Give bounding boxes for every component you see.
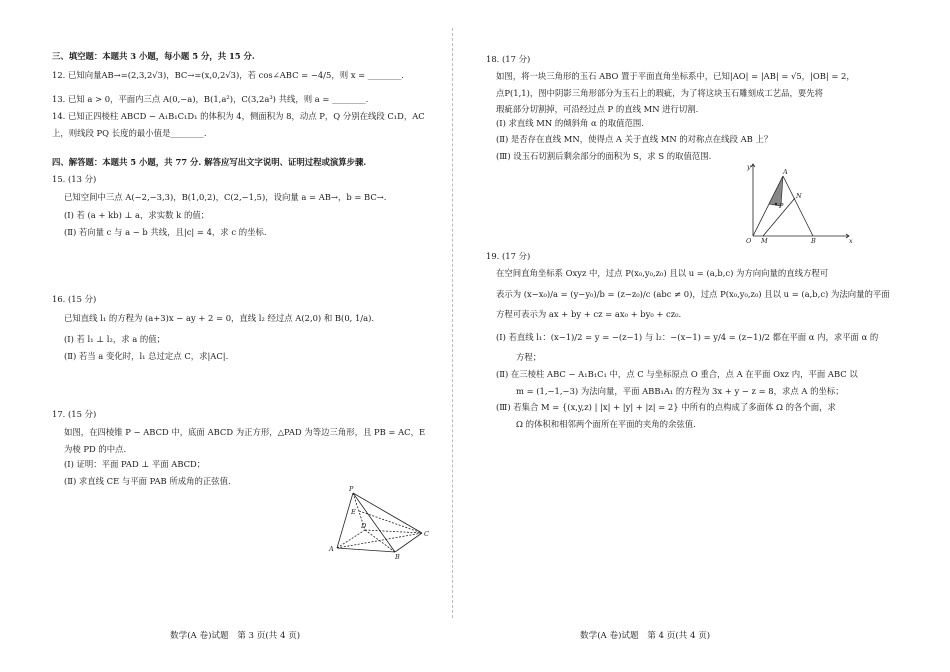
page-4-footer: 数学(A 卷)试题 第 4 页(共 4 页) bbox=[580, 631, 711, 641]
question-14-line-1: 14. 已知正四棱柱 ABCD − A₁B₁C₁D₁ 的体积为 4，侧面积为 8，动点 P，Q 分别在线段 C₁D，AC bbox=[52, 111, 425, 121]
section-4-heading: 四、解答题：本题共 5 小题，共 77 分. 解答应写出文字说明、证明过程或演算步骤. bbox=[52, 157, 367, 167]
question-19-stem-3: 方程可表示为 ax + by + cz = ax₀ + by₀ + cz₀. bbox=[496, 309, 682, 319]
coord-label-N: N bbox=[796, 192, 802, 200]
question-19-part-1: (Ⅰ) 若直线 l₁：(x−1)/2 = y = −(z−1) 与 l₂：−(x−1) = y/4 = (z−1)/2 都在平面 α 内，求平面 α 的 bbox=[496, 332, 879, 342]
question-15-part-1: (Ⅰ) 若 (a + kb) ⊥ a，求实数 k 的值； bbox=[64, 210, 210, 220]
question-19-part-1-cont: 方程； bbox=[516, 352, 542, 362]
coord-label-M: M bbox=[761, 237, 768, 245]
question-15-stem: 已知空间中三点 A(−2,−3,3)，B(1,0,2)，C(2,−1,5)，设向量 a = AB→，b = BC→. bbox=[64, 192, 387, 202]
question-19-part-2: (Ⅱ) 在三棱柱 ABC − A₁B₁C₁ 中，点 C 与坐标原点 O 重合，点 A 在平面 Oxz 内，平面 ABC 以 bbox=[496, 369, 858, 379]
pyramid-label-D: D bbox=[361, 522, 367, 530]
pyramid-label-C: C bbox=[424, 530, 429, 538]
question-15-part-2: (Ⅱ) 若向量 c 与 a − b 共线，且|c| = 4，求 c 的坐标. bbox=[64, 227, 267, 237]
pyramid-label-E: E bbox=[351, 508, 356, 516]
question-19-part-3: (Ⅲ) 若集合 M = {(x,y,z) | |x| + |y| + |z| = 2} 中所有的点构成了多面体 Ω 的各个面，求 bbox=[496, 402, 836, 412]
pyramid-label-A: A bbox=[329, 545, 334, 553]
pyramid-label-P: P bbox=[349, 485, 354, 493]
question-19-part-2-cont: m = (1,−1,−3) 为法向量，平面 ABB₁A₁ 的方程为 3x + y − z = 8，求点 A 的坐标； bbox=[516, 386, 844, 396]
pyramid-figure bbox=[327, 487, 437, 559]
coord-label-O: O bbox=[746, 237, 752, 245]
question-18-part-3: (Ⅲ) 设玉石切割后剩余部分的面积为 S，求 S 的取值范围. bbox=[496, 151, 712, 161]
question-16-part-2: (Ⅱ) 若当 a 变化时，l₁ 总过定点 C，求|AC|. bbox=[64, 351, 229, 361]
question-16-header: 16. (15 分) bbox=[52, 294, 97, 304]
question-17-stem-1: 如图，在四棱锥 P − ABCD 中，底面 ABCD 为正方形，△PAD 为等边三角形，且 PB = AC，E bbox=[64, 427, 426, 437]
coord-label-B: B bbox=[811, 237, 816, 245]
pyramid-label-B: B bbox=[395, 553, 400, 561]
question-18-part-1: (Ⅰ) 求直线 MN 的倾斜角 α 的取值范围. bbox=[496, 118, 644, 128]
coord-label-P: P bbox=[779, 202, 784, 210]
question-18-header: 18. (17 分) bbox=[486, 54, 531, 64]
question-16-part-1: (Ⅰ) 若 l₁ ⊥ l₂，求 a 的值； bbox=[64, 334, 166, 344]
page-3-footer: 数学(A 卷)试题 第 3 页(共 4 页) bbox=[170, 631, 301, 641]
question-12: 12. 已知向量AB→=(2,3,2√3)，BC→=(x,0,2√3)，若 cos∠ABC = −4/5，则 x = ________. bbox=[52, 70, 404, 80]
question-17-header: 17. (15 分) bbox=[52, 409, 97, 419]
question-18-stem-2: 点P(1,1)，图中阴影三角形部分为玉石上的瑕疵，为了将这块玉石雕刻成工艺品，要先将 bbox=[496, 88, 823, 98]
coord-label-y: y bbox=[747, 163, 751, 171]
question-19-part-3-cont: Ω 的体积和相邻两个面所在平面的夹角的余弦值. bbox=[516, 419, 696, 429]
question-15-header: 15. (13 分) bbox=[52, 174, 97, 184]
coord-label-A: A bbox=[783, 168, 788, 176]
question-17-stem-2: 为棱 PD 的中点. bbox=[64, 444, 127, 454]
coordinate-figure bbox=[745, 160, 855, 245]
section-3-heading: 三、填空题：本题共 3 小题，每小题 5 分，共 15 分. bbox=[52, 51, 255, 61]
question-18-stem-1: 如图，将一块三角形的玉石 ABO 置于平面直角坐标系中，已知|AO| = |AB| = √5，|OB| = 2， bbox=[496, 71, 855, 81]
question-19-header: 19. (17 分) bbox=[486, 251, 531, 261]
question-19-stem-2: 表示为 (x−x₀)/a = (y−y₀)/b = (z−z₀)/c (abc ≠ 0)，过点 P(x₀,y₀,z₀) 且以 u = (a,b,c) 为法向量的平面 bbox=[496, 289, 890, 299]
question-18-part-2: (Ⅱ) 是否存在直线 MN，使得点 A 关于直线 MN 的对称点在线段 AB 上？ bbox=[496, 134, 773, 144]
question-13: 13. 已知 a > 0，平面内三点 A(0,−a)，B(1,a²)，C(3,2a³) 共线，则 a = ________. bbox=[52, 94, 369, 104]
coord-label-x: x bbox=[849, 237, 853, 245]
page-divider bbox=[452, 28, 453, 618]
question-17-part-1: (Ⅰ) 证明：平面 PAD ⊥ 平面 ABCD； bbox=[64, 459, 206, 469]
question-19-stem-1: 在空间直角坐标系 Oxyz 中，过点 P(x₀,y₀,z₀) 且以 u = (a,b,c) 为方向向量的直线方程可 bbox=[496, 268, 829, 278]
question-18-stem-3: 瑕疵部分切割掉，可沿经过点 P 的直线 MN 进行切割. bbox=[496, 104, 699, 114]
question-17-part-2: (Ⅱ) 求直线 CE 与平面 PAB 所成角的正弦值. bbox=[64, 476, 231, 486]
question-16-stem: 已知直线 l₁ 的方程为 (a+3)x − ay + 2 = 0，直线 l₂ 经过点 A(2,0) 和 B(0, 1/a). bbox=[64, 313, 375, 323]
question-14-line-2: 上，则线段 PQ 长度的最小值是________. bbox=[52, 128, 207, 138]
